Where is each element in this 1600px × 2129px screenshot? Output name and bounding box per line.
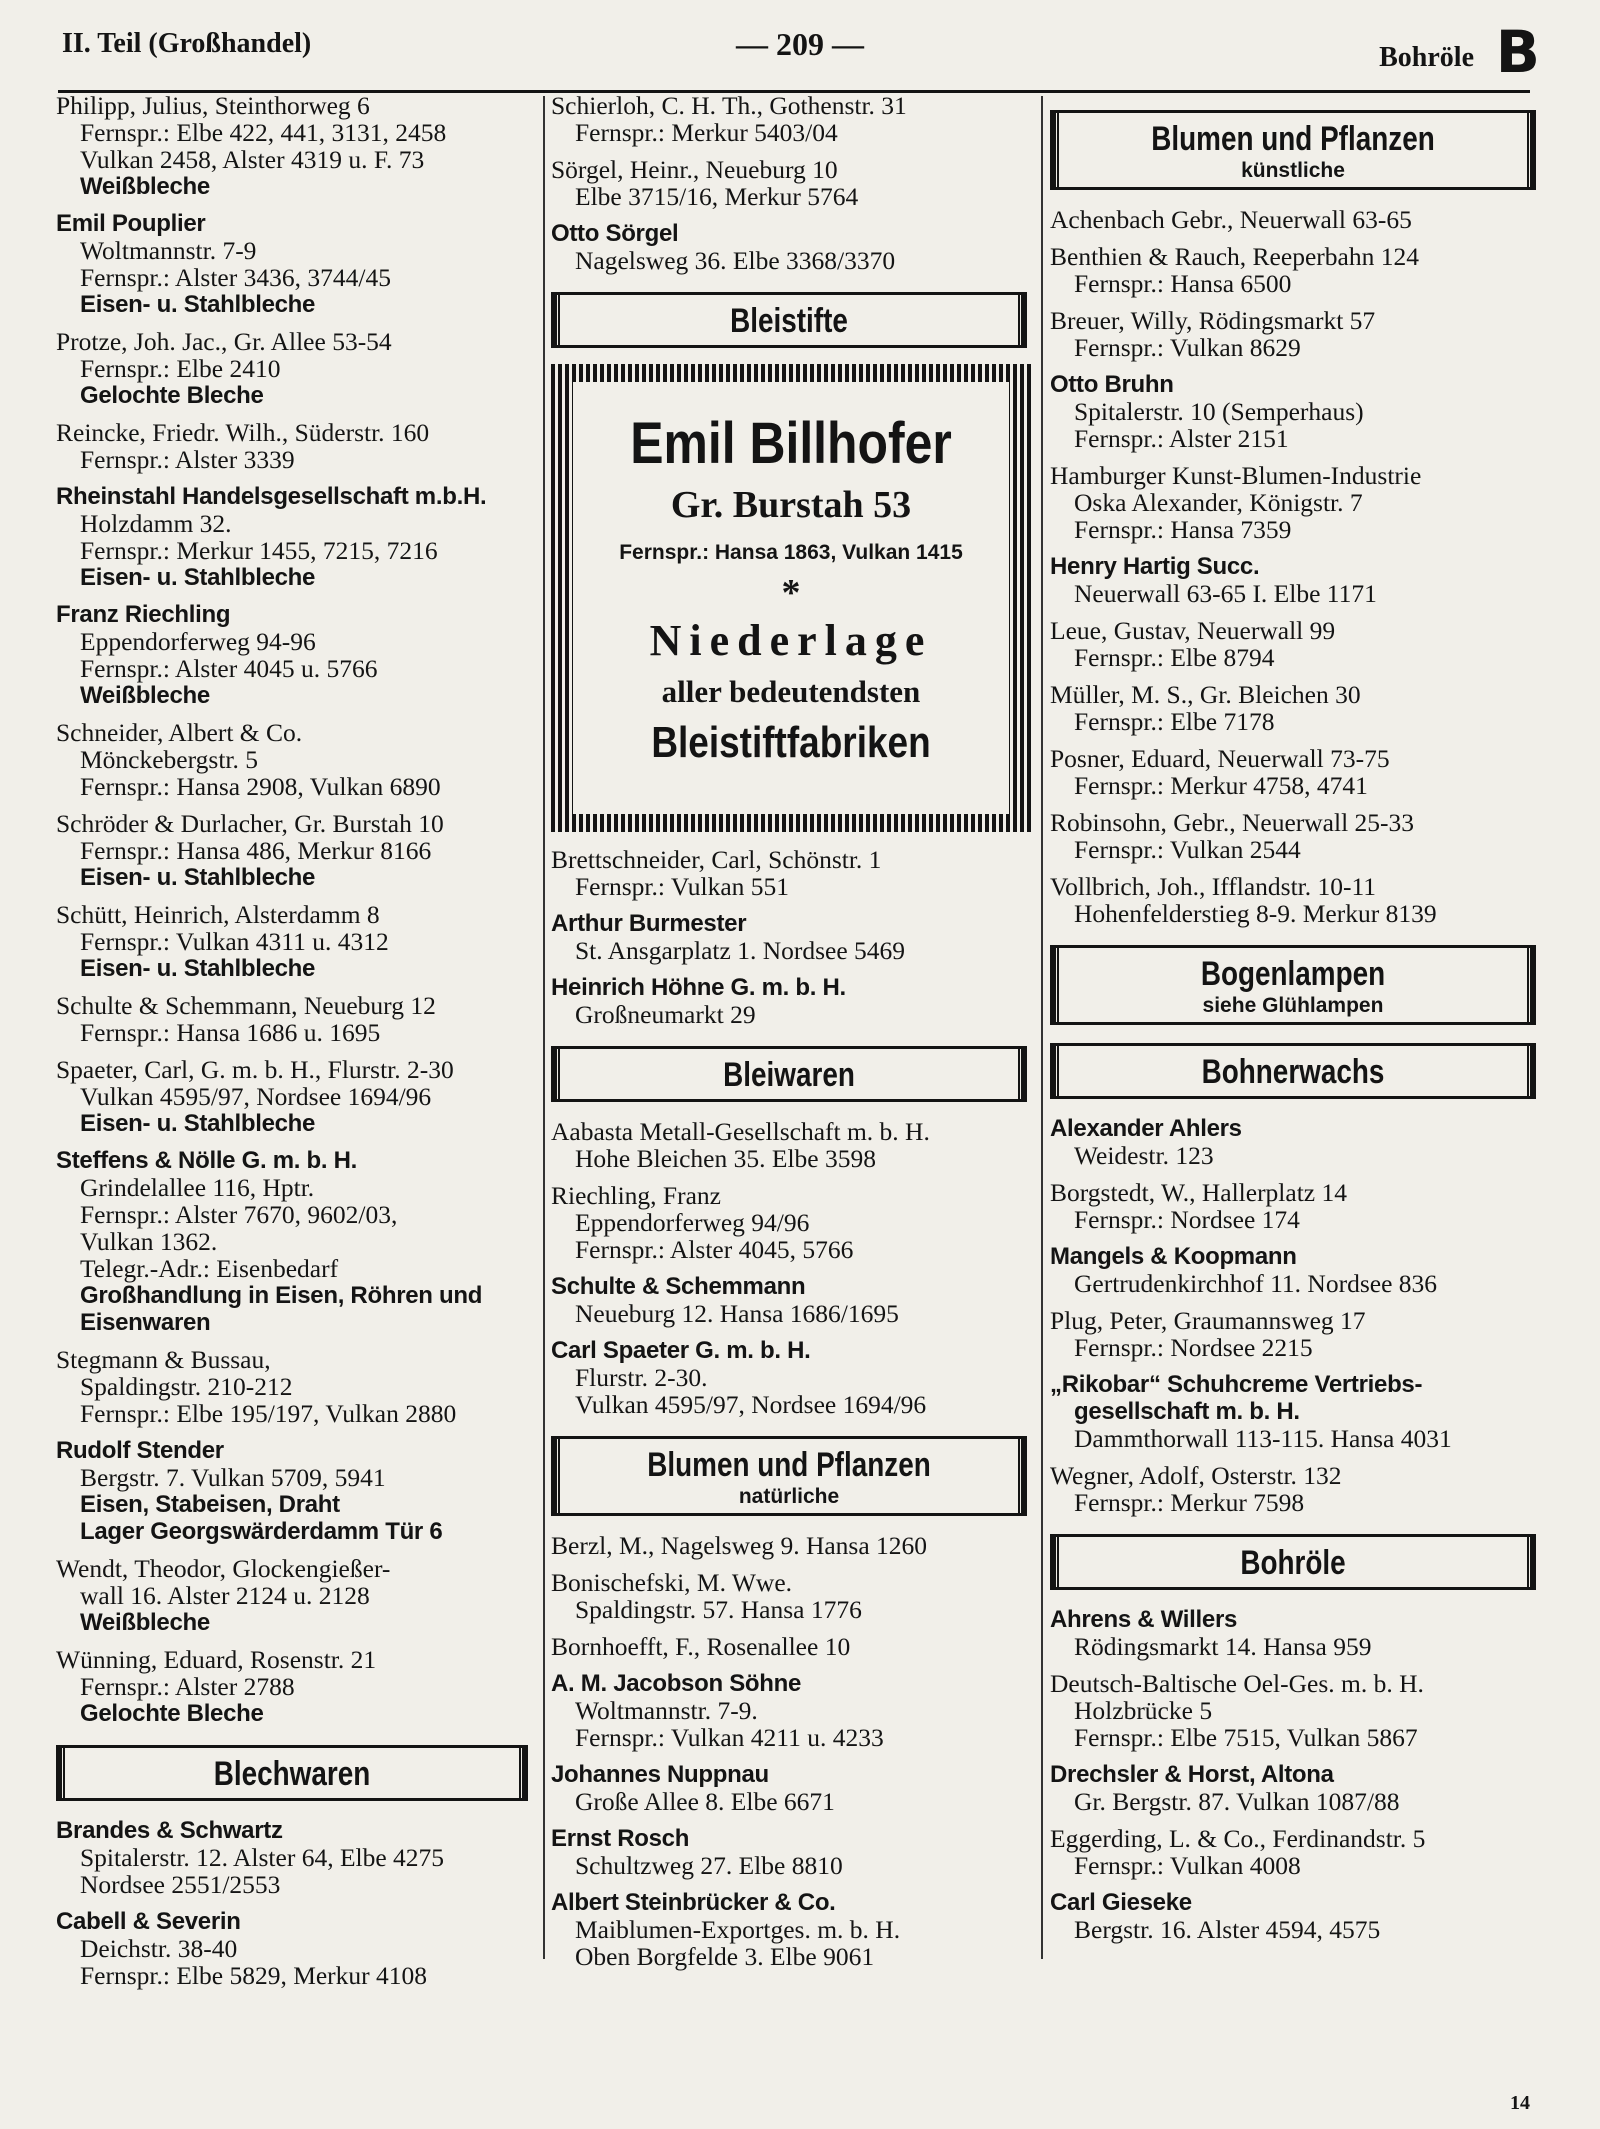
directory-entry: [56, 1147, 532, 1336]
entry-line: Nordsee 2551/2553: [80, 1870, 281, 1899]
directory-entry: [551, 1118, 1031, 1172]
entry-name: Protze, Joh. Jac., Gr. Allee 53-54: [56, 327, 392, 356]
entry-line: Fernspr.: Hansa 7359: [1074, 515, 1292, 544]
entry-name: Bonischefski, M. Wwe.: [551, 1568, 793, 1597]
entry-name: Hamburger Kunst-Blumen-Industrie: [1050, 461, 1422, 490]
entry-line: Fernspr.: Alster 2788: [80, 1672, 295, 1701]
section-subheading: siehe Glühlampen: [1202, 994, 1384, 1017]
section-heading: Bleistifte: [730, 302, 848, 340]
section-subheading: künstliche: [1241, 159, 1345, 182]
directory-entry: [1050, 681, 1540, 735]
entry-line: Fernspr.: Hansa 486, Merkur 8166: [80, 836, 432, 865]
directory-entry: [56, 810, 532, 891]
advertisement-body: [573, 382, 1009, 814]
entry-name: „Rikobar“ Schuhcreme Vertriebs-: [1050, 1371, 1423, 1398]
column-3: [1050, 92, 1540, 1953]
entry-line: Fernspr.: Alster 4045, 5766: [575, 1235, 854, 1264]
entry-note: Eisenwaren: [80, 1309, 211, 1336]
entry-line: Woltmannstr. 7-9.: [575, 1696, 758, 1725]
entry-name: Cabell & Severin: [56, 1908, 241, 1935]
entry-name: Breuer, Willy, Rödingsmarkt 57: [1050, 306, 1376, 335]
entry-name: A. M. Jacobson Söhne: [551, 1670, 802, 1697]
entry-line: Oska Alexander, Königstr. 7: [1074, 488, 1363, 517]
section-heading-box: [551, 1436, 1027, 1516]
entry-line: Vulkan 4595/97, Nordsee 1694/96: [575, 1390, 927, 1419]
directory-entry: [551, 1569, 1031, 1623]
directory-entry: [56, 719, 532, 800]
directory-entry: [551, 156, 1031, 210]
entry-line: Fernspr.: Elbe 7515, Vulkan 5867: [1074, 1723, 1418, 1752]
entry-note: Weißbleche: [80, 173, 210, 200]
section-letter: B: [1495, 18, 1540, 86]
directory-entry: [1050, 809, 1540, 863]
entry-line: Eppendorferweg 94/96: [575, 1208, 810, 1237]
entry-name: Otto Bruhn: [1050, 371, 1174, 398]
entry-line: Fernspr.: Vulkan 8629: [1074, 333, 1301, 362]
entry-name: Arthur Burmester: [551, 910, 747, 937]
section-subheading: natürliche: [738, 1485, 840, 1508]
entry-name: Benthien & Rauch, Reeperbahn 124: [1050, 242, 1419, 271]
directory-entry: [56, 328, 532, 409]
section-heading: Blechwaren: [213, 1755, 371, 1793]
section-heading: Bleiwaren: [723, 1056, 855, 1094]
directory-entry: [1050, 1670, 1540, 1751]
ad-phone: Fernspr.: Hansa 1863, Vulkan 1415: [619, 541, 963, 564]
entry-line: Rödingsmarkt 14. Hansa 959: [1074, 1632, 1372, 1661]
entry-note: Großhandlung in Eisen, Röhren und: [80, 1282, 483, 1309]
directory-entry: [1050, 1307, 1540, 1361]
directory-entry: [551, 1889, 1031, 1970]
section-title: II. Teil (Großhandel): [62, 28, 312, 59]
section-heading-box: [1050, 110, 1536, 190]
entry-name: Borgstedt, W., Hallerplatz 14: [1050, 1178, 1347, 1207]
entry-name: Alexander Ahlers: [1050, 1115, 1242, 1142]
directory-entry: [1050, 206, 1540, 233]
section-heading-box: [56, 1745, 528, 1801]
entry-name: Müller, M. S., Gr. Bleichen 30: [1050, 680, 1361, 709]
entry-line: Eppendorferweg 94-96: [80, 627, 316, 656]
entry-line: Flurstr. 2-30.: [575, 1363, 708, 1392]
directory-entry: [56, 901, 532, 982]
entry-line: Große Allee 8. Elbe 6671: [575, 1787, 835, 1816]
entry-line: Grindelallee 116, Hptr.: [80, 1173, 315, 1202]
directory-entry: [1050, 371, 1540, 452]
entry-line: Gr. Bergstr. 87. Vulkan 1087/88: [1074, 1787, 1400, 1816]
entry-name: Vollbrich, Joh., Ifflandstr. 10-11: [1050, 872, 1377, 901]
directory-entry: [56, 1817, 532, 1898]
entry-line: Vulkan 1362.: [80, 1227, 218, 1256]
directory-entry: [551, 220, 1031, 274]
entry-line: Vulkan 2458, Alster 4319 u. F. 73: [80, 145, 425, 174]
entry-line: Fernspr.: Nordsee 174: [1074, 1205, 1300, 1234]
section-heading: Bohröle: [1240, 1544, 1346, 1582]
page-number: — 209 —: [736, 26, 864, 62]
directory-entry: [551, 1532, 1031, 1559]
entry-line: Fernspr.: Nordsee 2215: [1074, 1333, 1313, 1362]
entry-line: Spitalerstr. 10 (Semperhaus): [1074, 397, 1364, 426]
entry-name: Sörgel, Heinr., Neueburg 10: [551, 155, 838, 184]
entry-name: Wendt, Theodor, Glockengießer-: [56, 1554, 391, 1583]
entry-name: Henry Hartig Succ.: [1050, 553, 1260, 580]
entry-line: Fernspr.: Vulkan 4211 u. 4233: [575, 1723, 884, 1752]
directory-entry: [551, 910, 1031, 964]
entry-line: Fernspr.: Elbe 2410: [80, 354, 281, 383]
entry-note: Eisen- u. Stahlbleche: [80, 291, 316, 318]
entry-line: Neuerwall 63-65 I. Elbe 1171: [1074, 579, 1377, 608]
entry-name: Berzl, M., Nagelsweg 9. Hansa 1260: [551, 1531, 928, 1560]
entry-name: Deutsch-Baltische Oel-Ges. m. b. H.: [1050, 1669, 1424, 1698]
entry-line: Elbe 3715/16, Merkur 5764: [575, 182, 859, 211]
directory-entry: [56, 601, 532, 709]
section-heading: Blumen und Pflanzen: [1151, 120, 1435, 158]
column-divider-1: [543, 96, 545, 1959]
entry-line: Fernspr.: Hansa 1686 u. 1695: [80, 1018, 381, 1047]
directory-entry: [1050, 1889, 1540, 1943]
directory-entry: [56, 1437, 532, 1545]
directory-entry: [551, 1273, 1031, 1327]
directory-entry: [56, 1646, 532, 1727]
running-head: Bohröle: [1379, 42, 1474, 73]
directory-entry: [1050, 307, 1540, 361]
directory-entry: [1050, 617, 1540, 671]
page-header: [60, 18, 1540, 86]
entry-note: Eisen- u. Stahlbleche: [80, 955, 316, 982]
entry-name: Rheinstahl Handelsgesellschaft m.b.H.: [56, 483, 487, 510]
entry-note: Gelochte Bleche: [80, 1700, 264, 1727]
entry-note: Weißbleche: [80, 682, 210, 709]
entry-note: gesellschaft m. b. H.: [1074, 1398, 1300, 1425]
entry-name: Philipp, Julius, Steinthorweg 6: [56, 91, 370, 120]
entry-name: Achenbach Gebr., Neuerwall 63-65: [1050, 205, 1412, 234]
entry-line: Spaldingstr. 57. Hansa 1776: [575, 1595, 862, 1624]
entry-name: Stegmann & Bussau,: [56, 1345, 271, 1374]
entry-line: St. Ansgarplatz 1. Nordsee 5469: [575, 936, 906, 965]
entry-name: Emil Pouplier: [56, 210, 206, 237]
entry-line: Weidestr. 123: [1074, 1141, 1214, 1170]
entry-line: Telegr.-Adr.: Eisenbedarf: [80, 1254, 339, 1283]
entry-line: Neueburg 12. Hansa 1686/1695: [575, 1299, 899, 1328]
entry-name: Heinrich Höhne G. m. b. H.: [551, 974, 846, 1001]
entry-line: Spitalerstr. 12. Alster 64, Elbe 4275: [80, 1843, 445, 1872]
footer-number: 14: [1510, 2092, 1530, 2114]
section-heading-box: [551, 292, 1027, 348]
entry-note: Gelochte Bleche: [80, 382, 264, 409]
directory-entry: [1050, 1462, 1540, 1516]
directory-entry: [1050, 1825, 1540, 1879]
entry-line: Dammthorwall 113-115. Hansa 4031: [1074, 1424, 1452, 1453]
entry-line: Fernspr.: Vulkan 4008: [1074, 1851, 1301, 1880]
directory-entry: [551, 1633, 1031, 1660]
entry-name: Schneider, Albert & Co.: [56, 718, 303, 747]
entry-line: Hohe Bleichen 35. Elbe 3598: [575, 1144, 876, 1173]
column-2: [551, 92, 1031, 1980]
entry-line: Fernspr.: Hansa 6500: [1074, 269, 1292, 298]
directory-entry: [551, 846, 1031, 900]
section-heading: Blumen und Pflanzen: [647, 1446, 931, 1484]
entry-line: Fernspr.: Elbe 422, 441, 3131, 2458: [80, 118, 447, 147]
entry-line: Holzbrücke 5: [1074, 1696, 1213, 1725]
ad-line-2: aller bedeutendsten: [661, 674, 921, 709]
directory-entry: [1050, 1179, 1540, 1233]
entry-line: Mönckebergstr. 5: [80, 745, 259, 774]
entry-name: Ernst Rosch: [551, 1825, 690, 1852]
ad-star: *: [781, 572, 801, 614]
directory-entry: [56, 92, 532, 200]
entry-name: Albert Steinbrücker & Co.: [551, 1889, 836, 1916]
directory-entry: [551, 1825, 1031, 1879]
entry-name: Drechsler & Horst, Altona: [1050, 1761, 1334, 1788]
entry-line: Woltmannstr. 7-9: [80, 236, 257, 265]
entry-name: Brandes & Schwartz: [56, 1817, 283, 1844]
directory-entry: [56, 992, 532, 1046]
entry-line: Fernspr.: Merkur 5403/04: [575, 118, 838, 147]
entry-line: Schultzweg 27. Elbe 8810: [575, 1851, 843, 1880]
directory-entry: [56, 1056, 532, 1137]
entry-line: Fernspr.: Merkur 1455, 7215, 7216: [80, 536, 438, 565]
entry-line: Fernspr.: Alster 7670, 9602/03,: [80, 1200, 398, 1229]
entry-line: Oben Borgfelde 3. Elbe 9061: [575, 1942, 875, 1971]
entry-line: Gertrudenkirchhof 11. Nordsee 836: [1074, 1269, 1438, 1298]
entry-line: Nagelsweg 36. Elbe 3368/3370: [575, 246, 896, 275]
entry-name: Aabasta Metall-Gesellschaft m. b. H.: [551, 1117, 930, 1146]
directory-entry: [56, 1346, 532, 1427]
directory-entry: [1050, 873, 1540, 927]
directory-entry: [56, 1555, 532, 1636]
entry-line: Fernspr.: Alster 3339: [80, 445, 295, 474]
entry-line: Fernspr.: Elbe 5829, Merkur 4108: [80, 1961, 428, 1990]
directory-entry: [551, 92, 1031, 146]
entry-line: Großneumarkt 29: [575, 1000, 756, 1029]
directory-entry: [551, 974, 1031, 1028]
entry-note: Eisen, Stabeisen, Draht: [80, 1491, 340, 1518]
entry-name: Rudolf Stender: [56, 1437, 224, 1464]
entry-name: Schierloh, C. H. Th., Gothenstr. 31: [551, 91, 907, 120]
directory-entry: [551, 1182, 1031, 1263]
entry-line: Holzdamm 32.: [80, 509, 232, 538]
entry-line: Spaldingstr. 210-212: [80, 1372, 293, 1401]
entry-line: Fernspr.: Merkur 4758, 4741: [1074, 771, 1368, 800]
ad-line-3: Bleistiftfabriken: [651, 718, 931, 767]
directory-entry: [56, 483, 532, 591]
entry-line: Fernspr.: Hansa 2908, Vulkan 6890: [80, 772, 441, 801]
directory-entry: [551, 1761, 1031, 1815]
entry-line: Fernspr.: Merkur 7598: [1074, 1488, 1305, 1517]
section-heading-box: [1050, 945, 1536, 1025]
directory-entry: [1050, 1243, 1540, 1297]
entry-line: Hohenfelderstieg 8-9. Merkur 8139: [1074, 899, 1437, 928]
directory-entry: [551, 1337, 1031, 1418]
entry-line: Fernspr.: Elbe 8794: [1074, 643, 1275, 672]
entry-name: Plug, Peter, Graumannsweg 17: [1050, 1306, 1366, 1335]
entry-name: Johannes Nuppnau: [551, 1761, 769, 1788]
directory-entry: [1050, 745, 1540, 799]
entry-name: Eggerding, L. & Co., Ferdinandstr. 5: [1050, 1824, 1426, 1853]
entry-line: Bergstr. 16. Alster 4594, 4575: [1074, 1915, 1381, 1944]
entry-name: Wünning, Eduard, Rosenstr. 21: [56, 1645, 377, 1674]
directory-entry: [1050, 1371, 1540, 1452]
section-heading-box: [1050, 1043, 1536, 1099]
entry-line: Fernspr.: Elbe 195/197, Vulkan 2880: [80, 1399, 457, 1428]
entry-name: Reincke, Friedr. Wilh., Süderstr. 160: [56, 418, 430, 447]
section-heading-box: [1050, 1534, 1536, 1590]
directory-entry: [1050, 1761, 1540, 1815]
entry-name: Posner, Eduard, Neuerwall 73-75: [1050, 744, 1390, 773]
section-heading: Bohnerwachs: [1201, 1053, 1385, 1091]
directory-entry: [56, 1908, 532, 1989]
entry-line: Fernspr.: Vulkan 551: [575, 872, 790, 901]
entry-line: Fernspr.: Vulkan 4311 u. 4312: [80, 927, 389, 956]
entry-note: Lager Georgswärderdamm Tür 6: [80, 1518, 443, 1545]
column-1: [56, 92, 532, 1999]
entry-name: Otto Sörgel: [551, 220, 679, 247]
entry-name: Schröder & Durlacher, Gr. Burstah 10: [56, 809, 444, 838]
entry-note: Eisen- u. Stahlbleche: [80, 1110, 316, 1137]
directory-entry: [1050, 553, 1540, 607]
entry-line: Fernspr.: Vulkan 2544: [1074, 835, 1301, 864]
entry-name: Mangels & Koopmann: [1050, 1243, 1297, 1270]
section-heading-box: [551, 1046, 1027, 1102]
ad-company-name: Emil Billhofer: [630, 411, 952, 476]
section-heading: Bogenlampen: [1200, 955, 1386, 993]
entry-line: Maiblumen-Exportges. m. b. H.: [575, 1915, 901, 1944]
entry-line: Fernspr.: Alster 3436, 3744/45: [80, 263, 391, 292]
ad-line-1: Niederlage: [649, 616, 933, 665]
entry-name: Robinsohn, Gebr., Neuerwall 25-33: [1050, 808, 1415, 837]
directory-entry: [56, 210, 532, 318]
entry-name: Riechling, Franz: [551, 1181, 721, 1210]
ad-address: Gr. Burstah 53: [670, 484, 912, 526]
entry-line: Fernspr.: Alster 4045 u. 5766: [80, 654, 378, 683]
entry-name: Leue, Gustav, Neuerwall 99: [1050, 616, 1336, 645]
entry-name: Schulte & Schemmann, Neueburg 12: [56, 991, 436, 1020]
entry-name: Carl Gieseke: [1050, 1889, 1192, 1916]
entry-note: Weißbleche: [80, 1609, 210, 1636]
entry-note: Eisen- u. Stahlbleche: [80, 864, 316, 891]
directory-entry: [1050, 1606, 1540, 1660]
entry-line: Fernspr.: Elbe 7178: [1074, 707, 1275, 736]
entry-name: Franz Riechling: [56, 601, 231, 628]
directory-entry: [1050, 243, 1540, 297]
entry-name: Steffens & Nölle G. m. b. H.: [56, 1147, 357, 1174]
entry-line: Fernspr.: Alster 2151: [1074, 424, 1289, 453]
entry-name: Spaeter, Carl, G. m. b. H., Flurstr. 2-30: [56, 1055, 454, 1084]
entry-line: wall 16. Alster 2124 u. 2128: [80, 1581, 370, 1610]
entry-line: Bergstr. 7. Vulkan 5709, 5941: [80, 1463, 386, 1492]
entry-name: Bornhoefft, F., Rosenallee 10: [551, 1632, 851, 1661]
advertisement: [551, 364, 1031, 832]
entry-name: Schütt, Heinrich, Alsterdamm 8: [56, 900, 380, 929]
entry-name: Wegner, Adolf, Osterstr. 132: [1050, 1461, 1342, 1490]
entry-line: Deichstr. 38-40: [80, 1934, 238, 1963]
directory-entry: [1050, 1115, 1540, 1169]
entry-name: Carl Spaeter G. m. b. H.: [551, 1337, 811, 1364]
entry-name: Ahrens & Willers: [1050, 1606, 1238, 1633]
entry-name: Brettschneider, Carl, Schönstr. 1: [551, 845, 882, 874]
entry-line: Vulkan 4595/97, Nordsee 1694/96: [80, 1082, 432, 1111]
directory-entry: [1050, 462, 1540, 543]
directory-entry: [56, 419, 532, 473]
entry-name: Schulte & Schemmann: [551, 1273, 806, 1300]
entry-note: Eisen- u. Stahlbleche: [80, 564, 316, 591]
column-divider-2: [1041, 96, 1043, 1959]
directory-entry: [551, 1670, 1031, 1751]
